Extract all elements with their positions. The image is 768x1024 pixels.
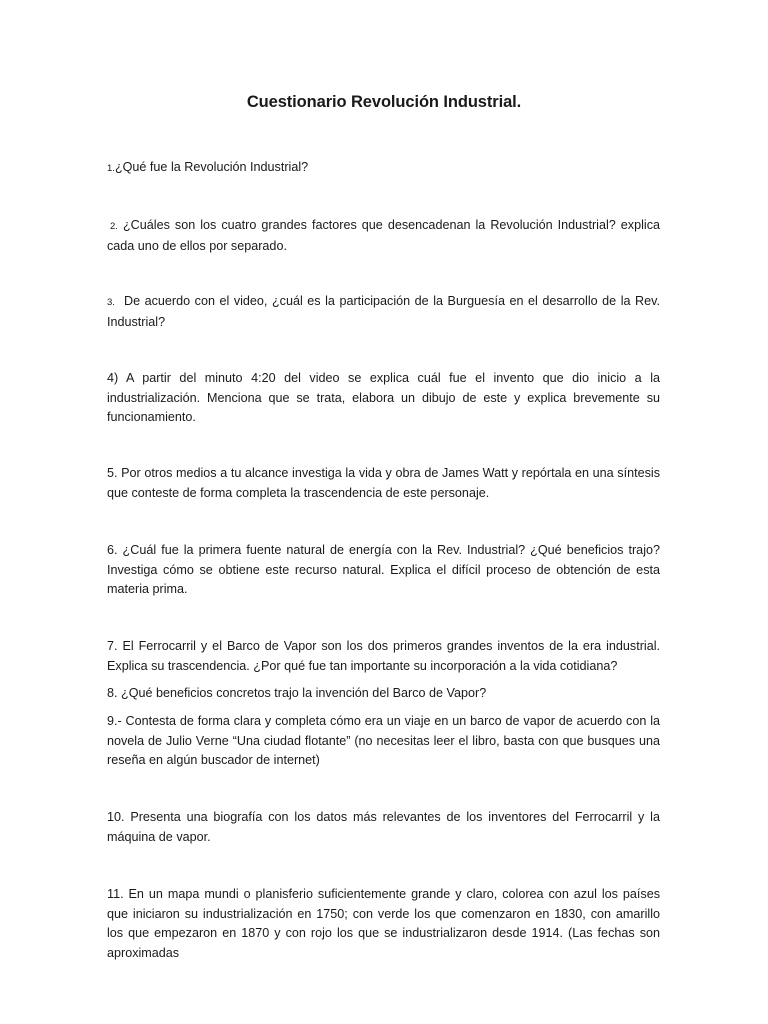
question-2-number: 2. xyxy=(110,221,118,232)
question-7: 7. El Ferrocarril y el Barco de Vapor son los dos primeros grandes inventos de la era industrial. Explica su trascendencia. ¿Por qué fue tan importante su incorporación a la vida cotidiana? xyxy=(107,639,660,673)
question-1-number: 1. xyxy=(107,163,115,174)
question-1 xyxy=(107,158,660,179)
question-3-number: 3. xyxy=(107,297,115,308)
question-8: 8. ¿Qué beneficios concretos trajo la invención del Barco de Vapor? xyxy=(107,686,487,700)
question-11: 11. En un mapa mundi o planisferio suficientemente grande y claro, colorea con azul los países que iniciaron su industrialización en 1750; con verde los que comenzaron en 1830, con amarillo los que empezaron en 1870 y con rojo los que se industrializaron desde 1914. (Las fechas son aproximadas xyxy=(107,887,660,960)
question-1-text: ¿Qué fue la Revolución Industrial? xyxy=(114,160,309,174)
question-3-text: De acuerdo con el video, ¿cuál es la participación de la Burguesía en el desarrollo de la Rev. Industrial? xyxy=(107,294,660,329)
question-10: 10. Presenta una biografía con los datos más relevantes de los inventores del Ferrocarril y la máquina de vapor. xyxy=(107,810,660,844)
question-2-text: ¿Cuáles son los cuatro grandes factores que desencadenan la Revolución Industrial? explica cada uno de ellos por separado. xyxy=(107,218,660,253)
question-4: 4) A partir del minuto 4:20 del video se explica cuál fue el invento que dio inicio a la industrialización. Menciona que se trata, elabora un dibujo de este y explica brevemente su funcionamiento. xyxy=(107,371,660,424)
question-5: 5. Por otros medios a tu alcance investiga la vida y obra de James Watt y repórtala en una síntesis que conteste de forma completa la trascendencia de este personaje. xyxy=(107,466,660,500)
document-title: Cuestionario Revolución Industrial. xyxy=(246,93,522,111)
question-2 xyxy=(107,216,660,256)
question-9: 9.- Contesta de forma clara y completa cómo era un viaje en un barco de vapor de acuerdo con la novela de Julio Verne “Una ciudad flotante” (no necesitas leer el libro, basta con que busques una reseña en algún buscador de internet) xyxy=(107,714,660,767)
question-3 xyxy=(107,292,660,332)
question-6: 6. ¿Cuál fue la primera fuente natural de energía con la Rev. Industrial? ¿Qué beneficios trajo? Investiga cómo se obtiene este recurso natural. Explica el difícil proceso de obtención de esta materia prima. xyxy=(107,543,660,596)
